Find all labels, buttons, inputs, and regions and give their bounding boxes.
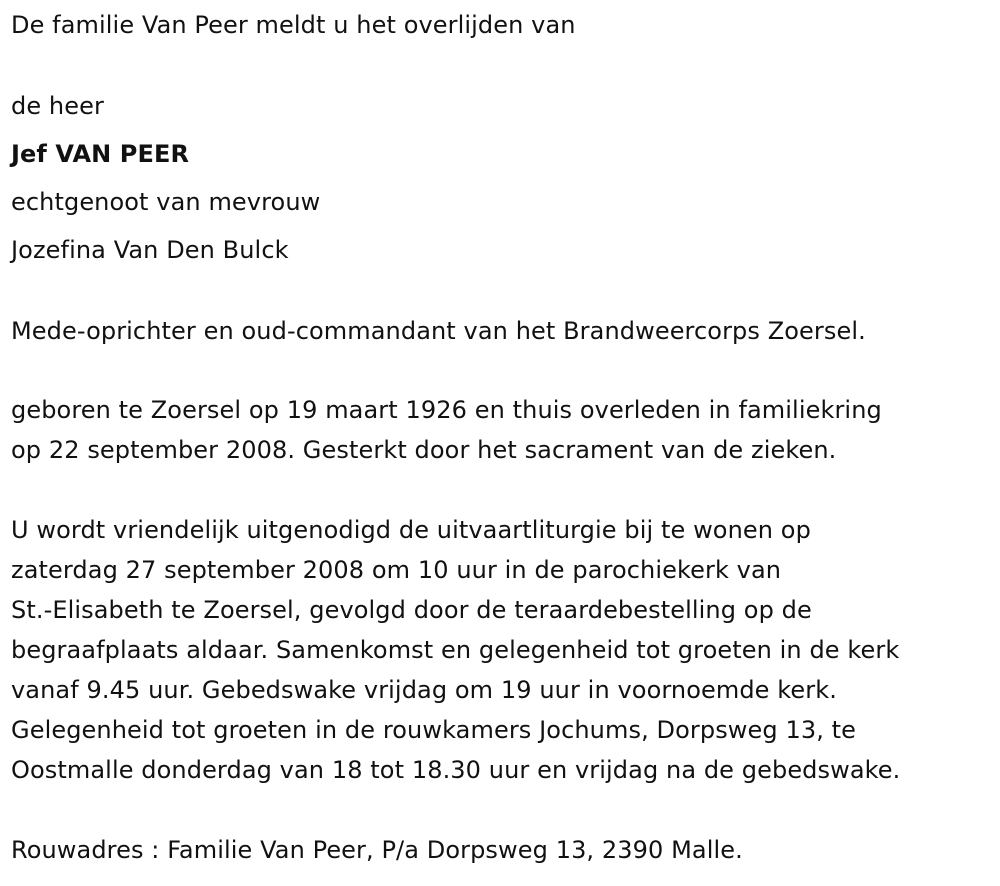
funeral-line: vanaf 9.45 uur. Gebedswake vrijdag om 19 uur in voornoemde kerk. [11, 676, 837, 704]
funeral-line: zaterdag 27 september 2008 om 10 uur in de parochiekerk van [11, 556, 782, 584]
spouse-label: echtgenoot van mevrouw [11, 188, 321, 216]
birth-death-line: geboren te Zoersel op 19 maart 1926 en thuis overleden in familiekring [11, 396, 882, 424]
deceased-name: Jef VAN PEER [11, 140, 190, 168]
funeral-line: St.-Elisabeth te Zoersel, gevolgd door de teraardebestelling op de [11, 596, 812, 624]
intro-text: De familie Van Peer meldt u het overlijden van [11, 11, 576, 39]
birth-death-line: op 22 september 2008. Gesterkt door het sacrament van de zieken. [11, 436, 837, 464]
salutation-text: de heer [11, 92, 104, 120]
funeral-line: Oostmalle donderdag van 18 tot 18.30 uur en vrijdag na de gebedswake. [11, 756, 901, 784]
role-text: Mede-oprichter en oud-commandant van het Brandweercorps Zoersel. [11, 317, 866, 345]
spouse-name: Jozefina Van Den Bulck [11, 236, 289, 264]
funeral-line: U wordt vriendelijk uitgenodigd de uitvaartliturgie bij te wonen op [11, 516, 811, 544]
funeral-line: begraafplaats aldaar. Samenkomst en gelegenheid tot groeten in de kerk [11, 636, 900, 664]
funeral-line: Gelegenheid tot groeten in de rouwkamers Jochums, Dorpsweg 13, te [11, 716, 857, 744]
address-text: Rouwadres : Familie Van Peer, P/a Dorpsweg 13, 2390 Malle. [11, 836, 743, 864]
